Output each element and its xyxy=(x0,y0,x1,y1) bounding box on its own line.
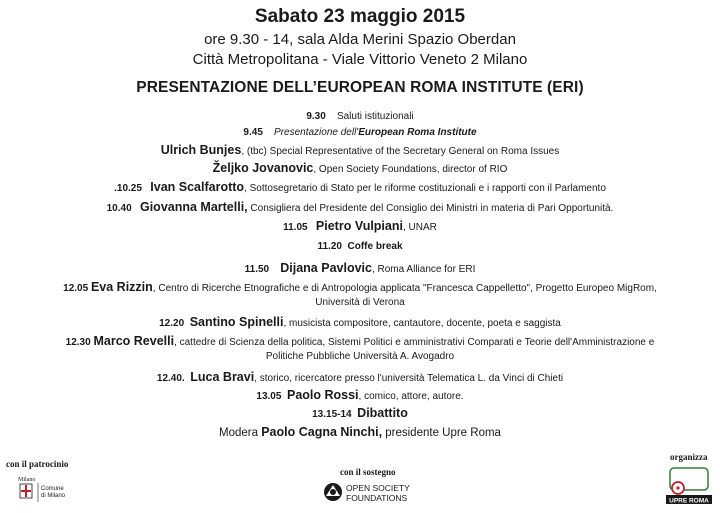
program-item xyxy=(0,220,720,234)
event-city: Città Metropolitana - Viale Vittorio Veneto 2 Milano xyxy=(192,51,528,68)
speaker-name: Paolo Rossi xyxy=(286,388,359,402)
speaker-name: Santino Spinelli xyxy=(189,315,284,329)
program-item-continued xyxy=(0,296,720,309)
speaker-desc: Consigliera del Presidente del Consiglio dei Ministri in materia di Pari Opportunità. xyxy=(247,203,614,214)
speaker-name: Ivan Scalfarotto xyxy=(150,180,245,194)
speaker-name: Giovanna Martelli, xyxy=(139,200,248,214)
speaker-name: Dijana Pavlovic xyxy=(280,261,372,275)
event-date: Sabato 23 maggio 2015 xyxy=(254,6,466,27)
speaker-desc: , (tbc) Special Representative of the Secretary General on Roma Issues xyxy=(241,146,560,157)
program-item xyxy=(0,389,720,403)
speaker-desc: , storico, ricercatore presso l'università Telematica L. da Vinci di Chieti xyxy=(254,373,564,384)
comune-milano-logo xyxy=(16,474,84,506)
program-item xyxy=(0,144,720,158)
program-time: 12.20 xyxy=(159,318,185,329)
speaker-name: Paolo Cagna Ninchi, xyxy=(261,425,383,439)
program-time: 13.05 xyxy=(256,391,282,402)
program-item xyxy=(0,126,720,139)
program-item xyxy=(0,181,720,195)
event-time-place: ore 9.30 - 14, sala Alda Merini Spazio Oberdan xyxy=(204,31,516,48)
di-milano-text: di Milano xyxy=(41,493,66,499)
program-item xyxy=(0,426,720,440)
program-time: 12.30 xyxy=(65,337,91,348)
program-item-continued xyxy=(0,350,720,363)
speaker-desc: Università di Verona xyxy=(315,297,405,308)
upre-wagon-icon xyxy=(664,464,714,508)
milano-crest-icon xyxy=(16,474,84,506)
speaker-desc: presidente Upre Roma xyxy=(382,427,501,439)
comune-text: Comune xyxy=(41,486,64,492)
open-society-icon xyxy=(322,480,422,506)
program-text-bold: European Roma Institute xyxy=(358,127,477,138)
speaker-desc: , Centro di Ricerche Etnografiche e di Antropologia applicata "Francesca Cappelletto", Progetto Europeo MigRom, xyxy=(152,283,657,294)
upre-text: UPRE ROMA xyxy=(669,497,709,505)
event-title: PRESENTAZIONE DELL’EUROPEAN ROMA INSTITUTE (ERI) xyxy=(136,79,584,96)
program-time: 13.15-14 xyxy=(312,409,352,420)
program-item xyxy=(0,110,720,123)
footer xyxy=(0,452,720,509)
speaker-name: Eva Rizzin xyxy=(90,280,153,294)
program-item xyxy=(0,335,720,349)
program-item xyxy=(0,407,720,421)
program-item xyxy=(0,281,720,295)
patrocinio-label: con il patrocinio xyxy=(6,459,69,469)
program-item xyxy=(0,162,720,176)
program-text: Saluti istituzionali xyxy=(336,111,414,122)
program-text: Dibattito xyxy=(357,406,408,420)
open-society-logo xyxy=(322,480,422,506)
speaker-desc: , Sottosegretario di Stato per le riforme costituzionali e i rapporti con il Parlamento xyxy=(244,183,606,194)
speaker-desc: , cattedre di Scienza della politica, Sistemi Politici e amministrativi Comparati e Teorie dell'Amministrazione e xyxy=(174,337,655,348)
speaker-desc: , musicista compositore, cantautore, docente, poeta e saggista xyxy=(283,318,561,329)
program-time: 10.40 xyxy=(106,203,132,214)
organizza-label: organizza xyxy=(670,452,708,462)
program-item xyxy=(0,240,720,253)
speaker-desc: Politiche Pubbliche Università A. Avogadro xyxy=(265,351,455,362)
program-time: 12.40. xyxy=(156,373,185,384)
speaker-name: Ulrich Bunjes xyxy=(160,143,242,157)
speaker-name: Pietro Vulpiani xyxy=(315,219,403,233)
program-time: 9.45 xyxy=(243,127,263,138)
program-item xyxy=(0,201,720,215)
speaker-desc: , Roma Alliance for ERI xyxy=(371,264,476,275)
osf-line2: FOUNDATIONS xyxy=(346,493,408,503)
milano-top-text: Milano xyxy=(18,477,36,483)
speaker-name: Luca Bravi xyxy=(190,370,255,384)
program-text: Presentazione dell' xyxy=(274,127,359,138)
program-time: 11.20 xyxy=(317,241,342,252)
sostegno-label: con il sostegno xyxy=(340,467,396,477)
program-time: 11.50 xyxy=(244,264,270,275)
speaker-desc: , Open Society Foundations, director of RIO xyxy=(313,164,508,175)
program-time: 12.05 xyxy=(63,283,89,294)
program-time: 9.30 xyxy=(306,111,326,122)
speaker-name: Marco Revelli xyxy=(93,334,175,348)
speaker-desc: , UNAR xyxy=(402,222,437,233)
program-time: 11.05 xyxy=(283,222,308,233)
osf-line1: OPEN SOCIETY xyxy=(346,483,410,493)
program-time: .10.25 xyxy=(114,183,142,194)
upre-roma-logo xyxy=(664,464,714,508)
moderator-lead: Modera xyxy=(219,427,262,439)
speaker-name: Željko Jovanovic xyxy=(212,161,314,175)
program-item xyxy=(0,371,720,385)
program-text: Coffe break xyxy=(347,241,403,252)
program-item xyxy=(0,262,720,276)
speaker-desc: , comico, attore, autore. xyxy=(358,391,464,402)
program-item xyxy=(0,316,720,330)
